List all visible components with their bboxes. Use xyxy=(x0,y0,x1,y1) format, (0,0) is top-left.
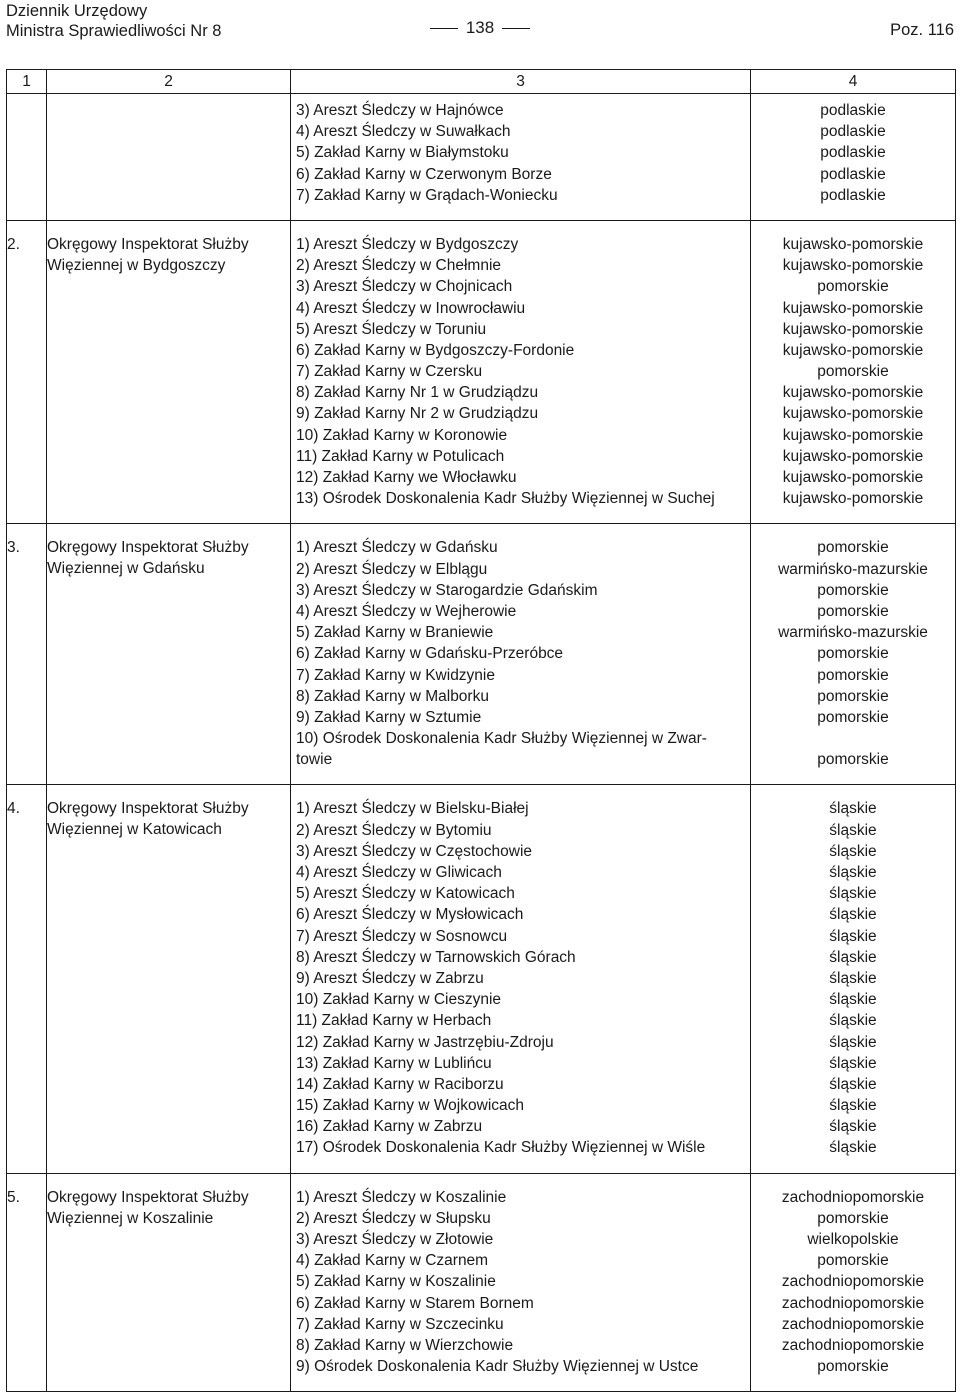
voivodeship-list xyxy=(751,785,956,1173)
facility-name-continuation: towie xyxy=(296,751,333,769)
facility-name: 7) Zakład Karny w Kwidzynie xyxy=(296,666,495,684)
page-number: 138 xyxy=(465,18,495,37)
facility-name: 2) Areszt Śledczy w Elblągu xyxy=(296,560,488,578)
facility-name: 12) Zakład Karny we Włocławku xyxy=(296,469,517,486)
facility-list xyxy=(291,785,751,1173)
inspectorate-name: Okręgowy Inspektorat Służby Więziennej w Bydgoszczy xyxy=(47,220,291,523)
inspectorate-number xyxy=(7,94,47,221)
voivodeship-name: pomorskie xyxy=(817,278,889,296)
voivodeship-name: kujawsko-pomorskie xyxy=(782,405,924,423)
facility-name: 14) Zakład Karny w Raciborzu xyxy=(296,1075,504,1093)
inspectorate-number: 4. xyxy=(7,785,47,1173)
voivodeship-name: pomorskie xyxy=(817,1209,889,1227)
inspectorate-name: Okręgowy Inspektorat Służby Więziennej w Koszalinie xyxy=(47,1173,291,1392)
voivodeship-name: śląskie xyxy=(829,1097,877,1115)
voivodeship-name: kujawsko-pomorskie xyxy=(782,384,924,402)
voivodeship-name: pomorskie xyxy=(817,708,889,726)
voivodeship-name: pomorskie xyxy=(817,581,889,599)
voivodeship-name: śląskie xyxy=(829,906,877,924)
facility-name: 2) Areszt Śledczy w Słupsku xyxy=(296,1209,491,1227)
voivodeship-name: podlaskie xyxy=(820,165,886,183)
facility-name: 8) Areszt Śledczy w Tarnowskich Górach xyxy=(296,948,576,966)
voivodeship-name: śląskie xyxy=(829,1012,877,1030)
voivodeship-name: pomorskie xyxy=(817,645,889,663)
facility-name: 5) Zakład Karny w Białymstoku xyxy=(296,144,509,162)
facility-list xyxy=(291,220,751,523)
journal-subtitle: Ministra Sprawiedliwości Nr 8 xyxy=(6,22,222,40)
facility-name: 3) Areszt Śledczy w Złotowie xyxy=(296,1231,494,1248)
facility-name: 6) Zakład Karny w Bydgoszczy-Fordonie xyxy=(296,341,575,359)
voivodeship-name: zachodniopomorskie xyxy=(781,1273,925,1291)
voivodeship-name: śląskie xyxy=(829,885,877,903)
table-row xyxy=(7,524,956,785)
facility-name: 1) Areszt Śledczy w Bielsku-Białej xyxy=(296,800,529,818)
voivodeship-name: śląskie xyxy=(829,1033,877,1051)
facility-name: 1) Areszt Śledczy w Bydgoszczy xyxy=(296,235,519,253)
voivodeship-name: kujawsko-pomorskie xyxy=(782,299,924,317)
facility-name: 7) Areszt Śledczy w Sosnowcu xyxy=(296,927,508,945)
voivodeship-name: podlaskie xyxy=(820,186,886,204)
voivodeship-list xyxy=(751,1173,956,1392)
page-dash-left xyxy=(430,28,458,29)
table-body xyxy=(7,94,956,1392)
inspectorates-table xyxy=(6,69,956,1392)
voivodeship-name: podlaskie xyxy=(820,102,886,119)
voivodeship-list xyxy=(751,94,956,221)
voivodeship-name: wielkopolskie xyxy=(807,1231,899,1248)
voivodeship-name: zachodniopomorskie xyxy=(781,1336,925,1354)
facility-name: 6) Areszt Śledczy w Mysłowicach xyxy=(296,906,524,924)
facility-name: 9) Zakład Karny w Sztumie xyxy=(296,708,482,726)
voivodeship-name: śląskie xyxy=(829,948,877,966)
voivodeship-name: śląskie xyxy=(829,969,877,987)
voivodeship-name: kujawsko-pomorskie xyxy=(782,320,924,338)
voivodeship-name: pomorskie xyxy=(817,602,889,620)
facility-name: 12) Zakład Karny w Jastrzębiu-Zdroju xyxy=(296,1033,554,1051)
facility-name: 8) Zakład Karny Nr 1 w Grudziądzu xyxy=(296,384,539,402)
table-row xyxy=(7,785,956,1173)
table-header-row xyxy=(7,70,956,94)
voivodeship-name: zachodniopomorskie xyxy=(781,1188,925,1206)
voivodeship-name: podlaskie xyxy=(820,123,886,141)
facility-name: 8) Zakład Karny w Malborku xyxy=(296,687,489,705)
facility-name: 17) Ośrodek Doskonalenia Kadr Służby Więziennej w Wiśle xyxy=(296,1139,706,1157)
voivodeship-name: kujawsko-pomorskie xyxy=(782,341,924,359)
facility-name: 9) Zakład Karny Nr 2 w Grudziądzu xyxy=(296,405,539,423)
voivodeship-name: śląskie xyxy=(829,864,877,881)
table-row xyxy=(7,1173,956,1392)
facility-name: 5) Zakład Karny w Koszalinie xyxy=(296,1273,496,1291)
facility-name: 9) Areszt Śledczy w Zabrzu xyxy=(296,969,484,987)
facility-name: 5) Areszt Śledczy w Toruniu xyxy=(296,320,487,338)
facility-name: 6) Zakład Karny w Starem Bornem xyxy=(296,1294,534,1312)
voivodeship-name: pomorskie xyxy=(817,666,889,684)
voivodeship-name: kujawsko-pomorskie xyxy=(782,426,924,444)
facility-name: 6) Zakład Karny w Gdańsku-Przeróbce xyxy=(296,645,564,663)
voivodeship-name: kujawsko-pomorskie xyxy=(782,469,924,486)
voivodeship-name: pomorskie xyxy=(817,363,889,381)
inspectorate-number: 2. xyxy=(7,220,47,523)
voivodeship-name: śląskie xyxy=(829,991,877,1009)
position-label: Poz. 116 xyxy=(890,21,954,39)
voivodeship-name: śląskie xyxy=(829,800,877,818)
inspectorate-name: Okręgowy Inspektorat Służby Więziennej w Gdańsku xyxy=(47,524,291,785)
voivodeship-name: śląskie xyxy=(829,1139,877,1157)
facility-name: 7) Zakład Karny w Grądach-Woniecku xyxy=(296,186,558,204)
column-header: 3 xyxy=(291,70,751,94)
voivodeship-spacer xyxy=(751,728,955,749)
facility-name: 11) Zakład Karny w Potulicach xyxy=(296,447,505,465)
page-dash-right xyxy=(502,28,530,29)
facility-name: 10) Ośrodek Doskonalenia Kadr Służby Więziennej w Zwar- xyxy=(296,730,707,748)
page-number-block xyxy=(0,18,960,38)
facility-name: 11) Zakład Karny w Herbach xyxy=(296,1012,492,1030)
voivodeship-name: kujawsko-pomorskie xyxy=(782,490,924,508)
facility-name: 4) Zakład Karny w Czarnem xyxy=(296,1252,489,1270)
facility-name: 2) Areszt Śledczy w Chełmnie xyxy=(296,257,502,275)
facility-name: 9) Ośrodek Doskonalenia Kadr Służby Więziennej w Ustce xyxy=(296,1358,699,1376)
voivodeship-name: śląskie xyxy=(829,1075,877,1093)
facility-name: 4) Areszt Śledczy w Gliwicach xyxy=(296,864,502,881)
page-header xyxy=(0,0,960,50)
facility-name: 3) Areszt Śledczy w Częstochowie xyxy=(296,842,533,860)
voivodeship-list xyxy=(751,220,956,523)
voivodeship-name: śląskie xyxy=(829,821,877,839)
facility-name: 3) Areszt Śledczy w Hajnówce xyxy=(296,102,504,119)
inspectorate-name: Okręgowy Inspektorat Służby Więziennej w Katowicach xyxy=(47,785,291,1173)
facility-name: 13) Zakład Karny w Lublińcu xyxy=(296,1054,492,1072)
facility-name: 3) Areszt Śledczy w Starogardzie Gdańskim xyxy=(296,581,598,599)
facility-name: 5) Zakład Karny w Braniewie xyxy=(296,624,494,642)
facility-name: 7) Zakład Karny w Czersku xyxy=(296,363,483,381)
facility-name: 16) Zakład Karny w Zabrzu xyxy=(296,1118,483,1136)
facility-name: 6) Zakład Karny w Czerwonym Borze xyxy=(296,165,552,183)
facility-name: 7) Zakład Karny w Szczecinku xyxy=(296,1315,504,1333)
inspectorate-number: 3. xyxy=(7,524,47,785)
column-header: 4 xyxy=(751,70,956,94)
journal-title: Dziennik Urzędowy xyxy=(6,2,148,20)
facility-name: 13) Ośrodek Doskonalenia Kadr Służby Więziennej w Suchej xyxy=(296,490,715,508)
facility-name: 15) Zakład Karny w Wojkowicach xyxy=(296,1097,524,1115)
voivodeship-list xyxy=(751,524,956,785)
column-header: 2 xyxy=(47,70,291,94)
column-header: 1 xyxy=(7,70,47,94)
facility-list xyxy=(291,94,751,221)
voivodeship-name: pomorskie xyxy=(817,751,889,769)
voivodeship-name: pomorskie xyxy=(817,1358,889,1376)
facility-name: 10) Zakład Karny w Cieszynie xyxy=(296,991,502,1009)
voivodeship-name: śląskie xyxy=(829,842,877,860)
inspectorate-name xyxy=(47,94,291,221)
facility-name: 4) Areszt Śledczy w Inowrocławiu xyxy=(296,299,526,317)
voivodeship-name: śląskie xyxy=(829,1118,877,1136)
table-row xyxy=(7,220,956,523)
voivodeship-name: pomorskie xyxy=(817,1252,889,1270)
facility-name: 8) Zakład Karny w Wierzchowie xyxy=(296,1336,514,1354)
voivodeship-name: zachodniopomorskie xyxy=(781,1315,925,1333)
facility-name: 10) Zakład Karny w Koronowie xyxy=(296,426,508,444)
voivodeship-name: pomorskie xyxy=(817,539,889,557)
facility-name: 3) Areszt Śledczy w Chojnicach xyxy=(296,278,513,296)
table-row xyxy=(7,94,956,221)
facility-name: 4) Areszt Śledczy w Wejherowie xyxy=(296,602,517,620)
voivodeship-name: śląskie xyxy=(829,1054,877,1072)
facility-name: 1) Areszt Śledczy w Koszalinie xyxy=(296,1188,507,1206)
voivodeship-name: śląskie xyxy=(829,927,877,945)
facility-name: 1) Areszt Śledczy w Gdańsku xyxy=(296,539,498,557)
voivodeship-name: kujawsko-pomorskie xyxy=(782,257,924,275)
voivodeship-name: kujawsko-pomorskie xyxy=(782,235,924,253)
inspectorate-number: 5. xyxy=(7,1173,47,1392)
facility-name: 4) Areszt Śledczy w Suwałkach xyxy=(296,123,511,141)
facility-name: 2) Areszt Śledczy w Bytomiu xyxy=(296,821,492,839)
voivodeship-name: zachodniopomorskie xyxy=(781,1294,925,1312)
voivodeship-name: pomorskie xyxy=(817,687,889,705)
facility-list xyxy=(291,1173,751,1392)
voivodeship-name: kujawsko-pomorskie xyxy=(782,447,924,465)
voivodeship-name: warmińsko-mazurskie xyxy=(778,624,928,642)
voivodeship-name: warmińsko-mazurskie xyxy=(778,560,928,578)
facility-name: 5) Areszt Śledczy w Katowicach xyxy=(296,885,515,903)
voivodeship-name: podlaskie xyxy=(820,144,886,162)
facility-list xyxy=(291,524,751,785)
